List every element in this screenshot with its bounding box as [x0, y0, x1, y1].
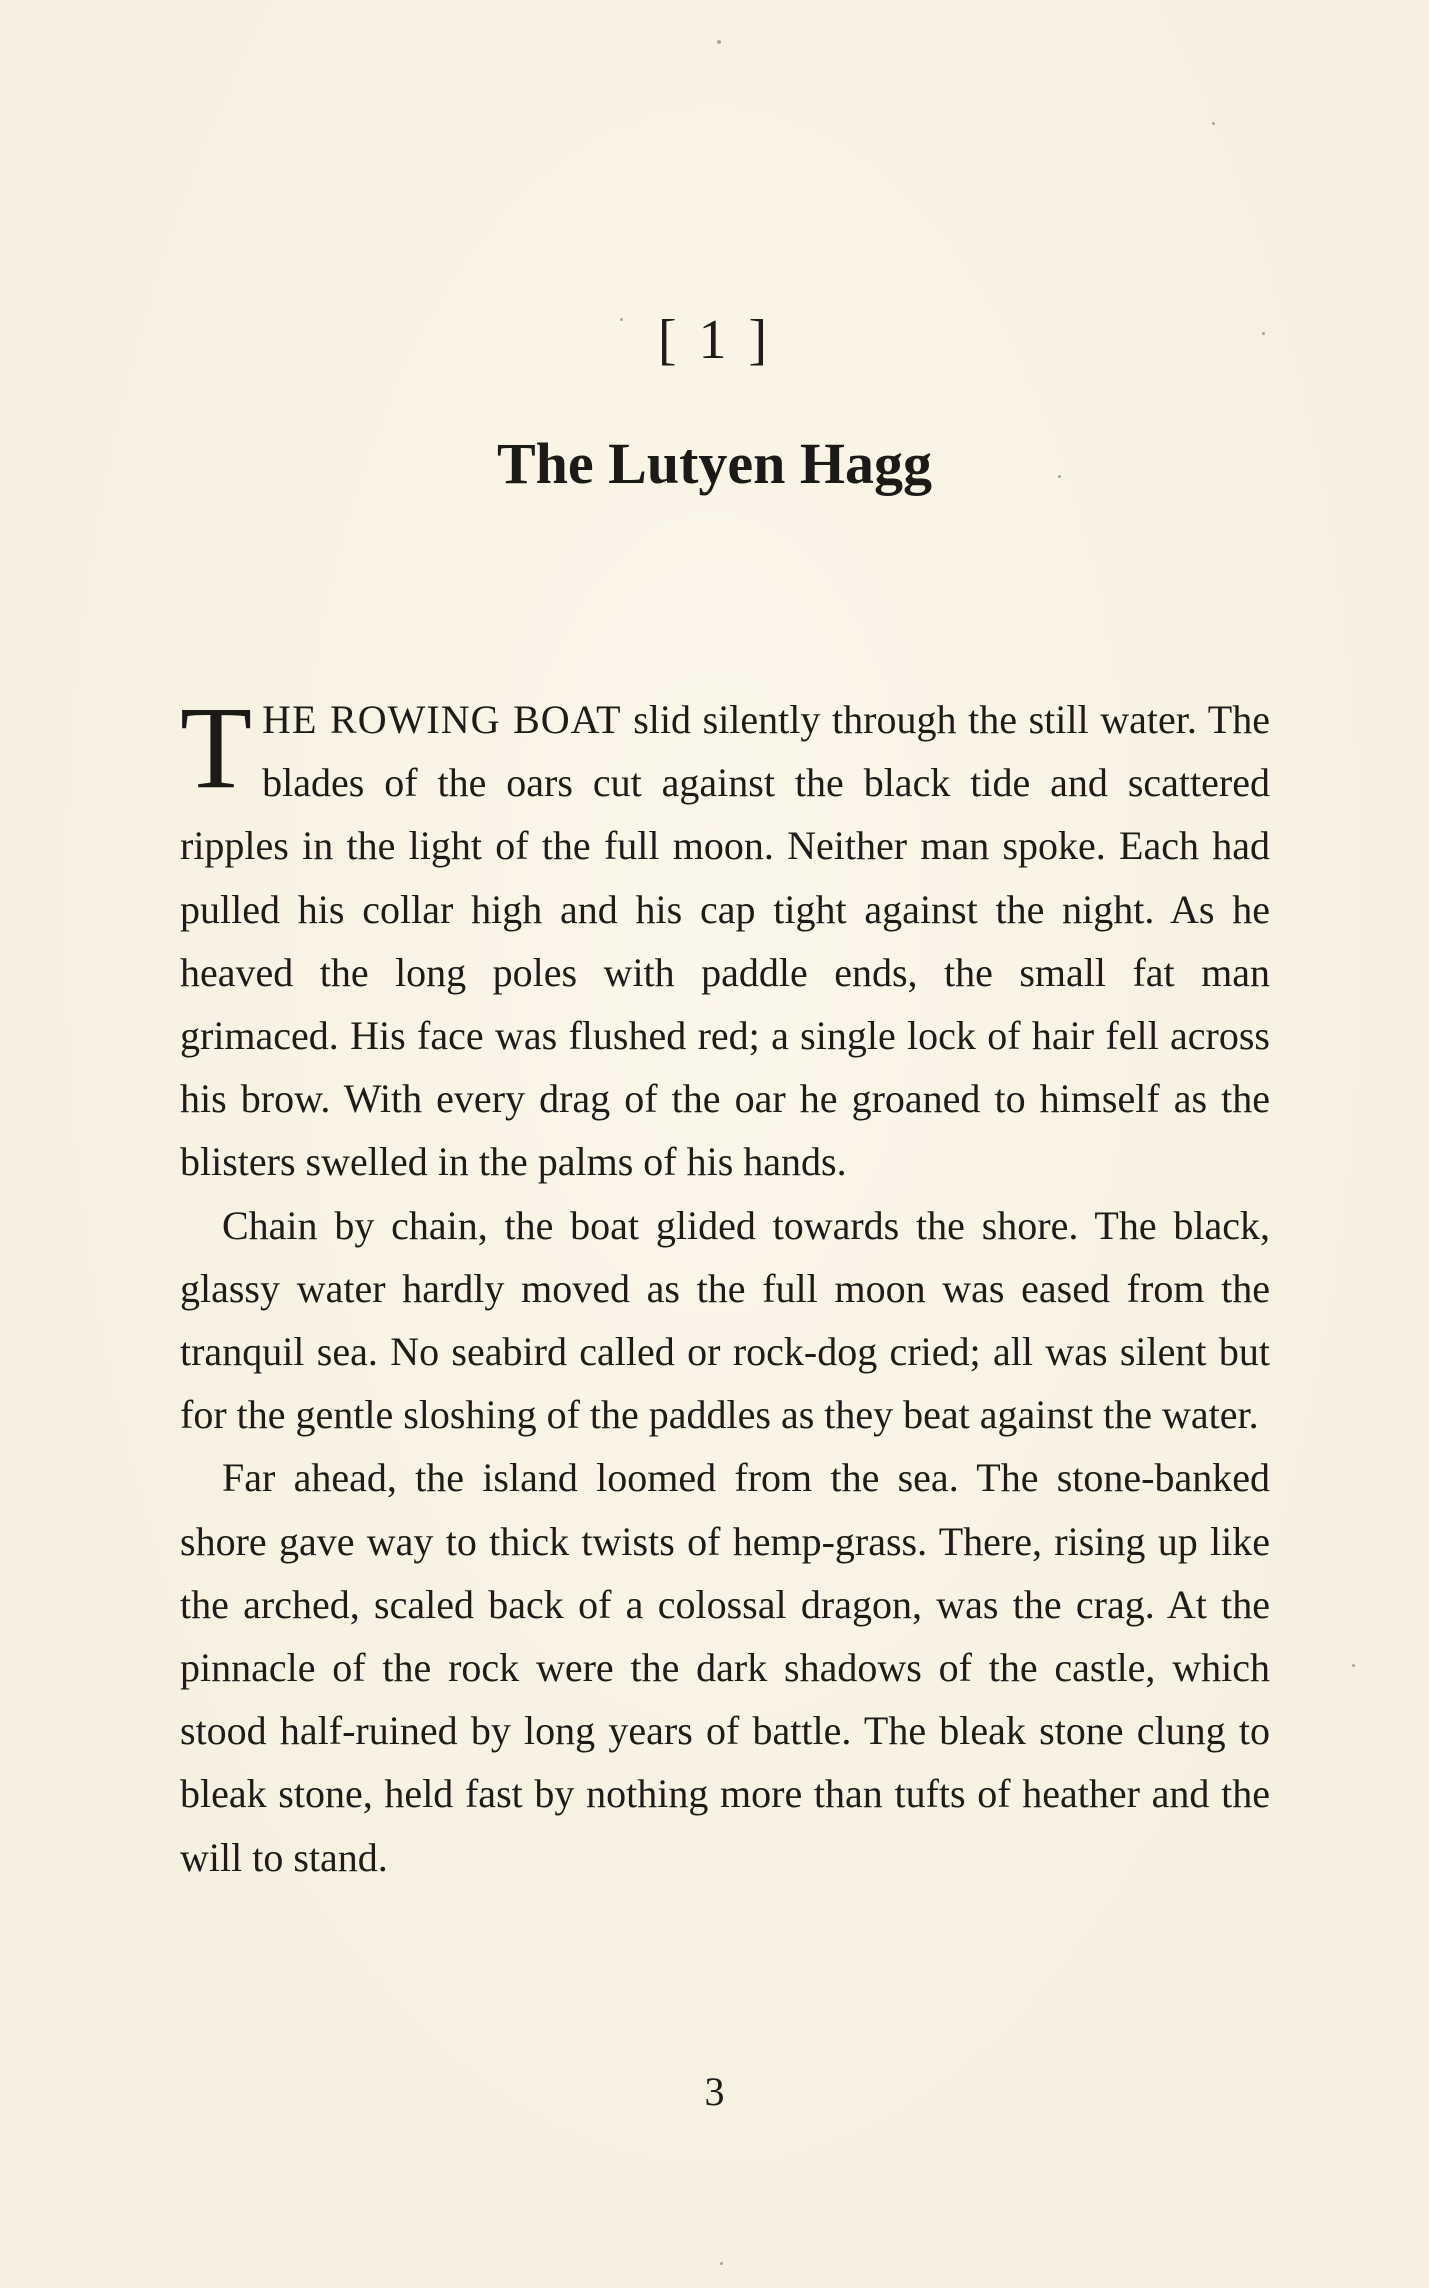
paragraph-3: Far ahead, the island loomed from the sea. The stone-banked shore gave way to thick twists of hemp-grass. There, rising up like the arched, scaled back of a colossal dragon, was the crag. At the pinnacle of the rock were the dark shadows of the castle, which stood half-ruined by long years of battle. The bleak stone clung to bleak stone, held fast by nothing more than tufts of heather and the will to stand. [180, 1455, 1270, 1880]
page-number: 3 [704, 2069, 725, 2114]
paragraph-1-text: slid silently through the still water. The blades of the oars cut against the black tide and scattered ripples in the light of the full moon. Neither man spoke. Each had pulled his collar high and his cap tight against the night. As he heaved the long poles with paddle ends, the small fat man grimaced. His face was flushed red; a single lock of hair fell across his brow. With every drag of the oar he groaned to himself as the blisters swelled in the palms of his hands. [180, 697, 1270, 1185]
chapter-number: [ 1 ] [657, 309, 772, 371]
paper-speck [1212, 122, 1215, 125]
chapter-body [180, 682, 1270, 1889]
paper-speck [1352, 1664, 1355, 1667]
drop-cap: T [180, 682, 253, 813]
opening-small-caps: HE ROWING BOAT [262, 697, 622, 742]
paper-speck [720, 2262, 723, 2265]
paragraph-2: Chain by chain, the boat glided towards the shore. The black, glassy water hardly moved as the full moon was eased from the tranquil sea. No seabird called or rock-dog cried; all was silent but for the gentle sloshing of the paddles as they beat against the water. [180, 1202, 1270, 1438]
paragraph-1 [180, 682, 1270, 1194]
paper-speck [717, 40, 721, 44]
chapter-title: The Lutyen Hagg [496, 431, 933, 496]
